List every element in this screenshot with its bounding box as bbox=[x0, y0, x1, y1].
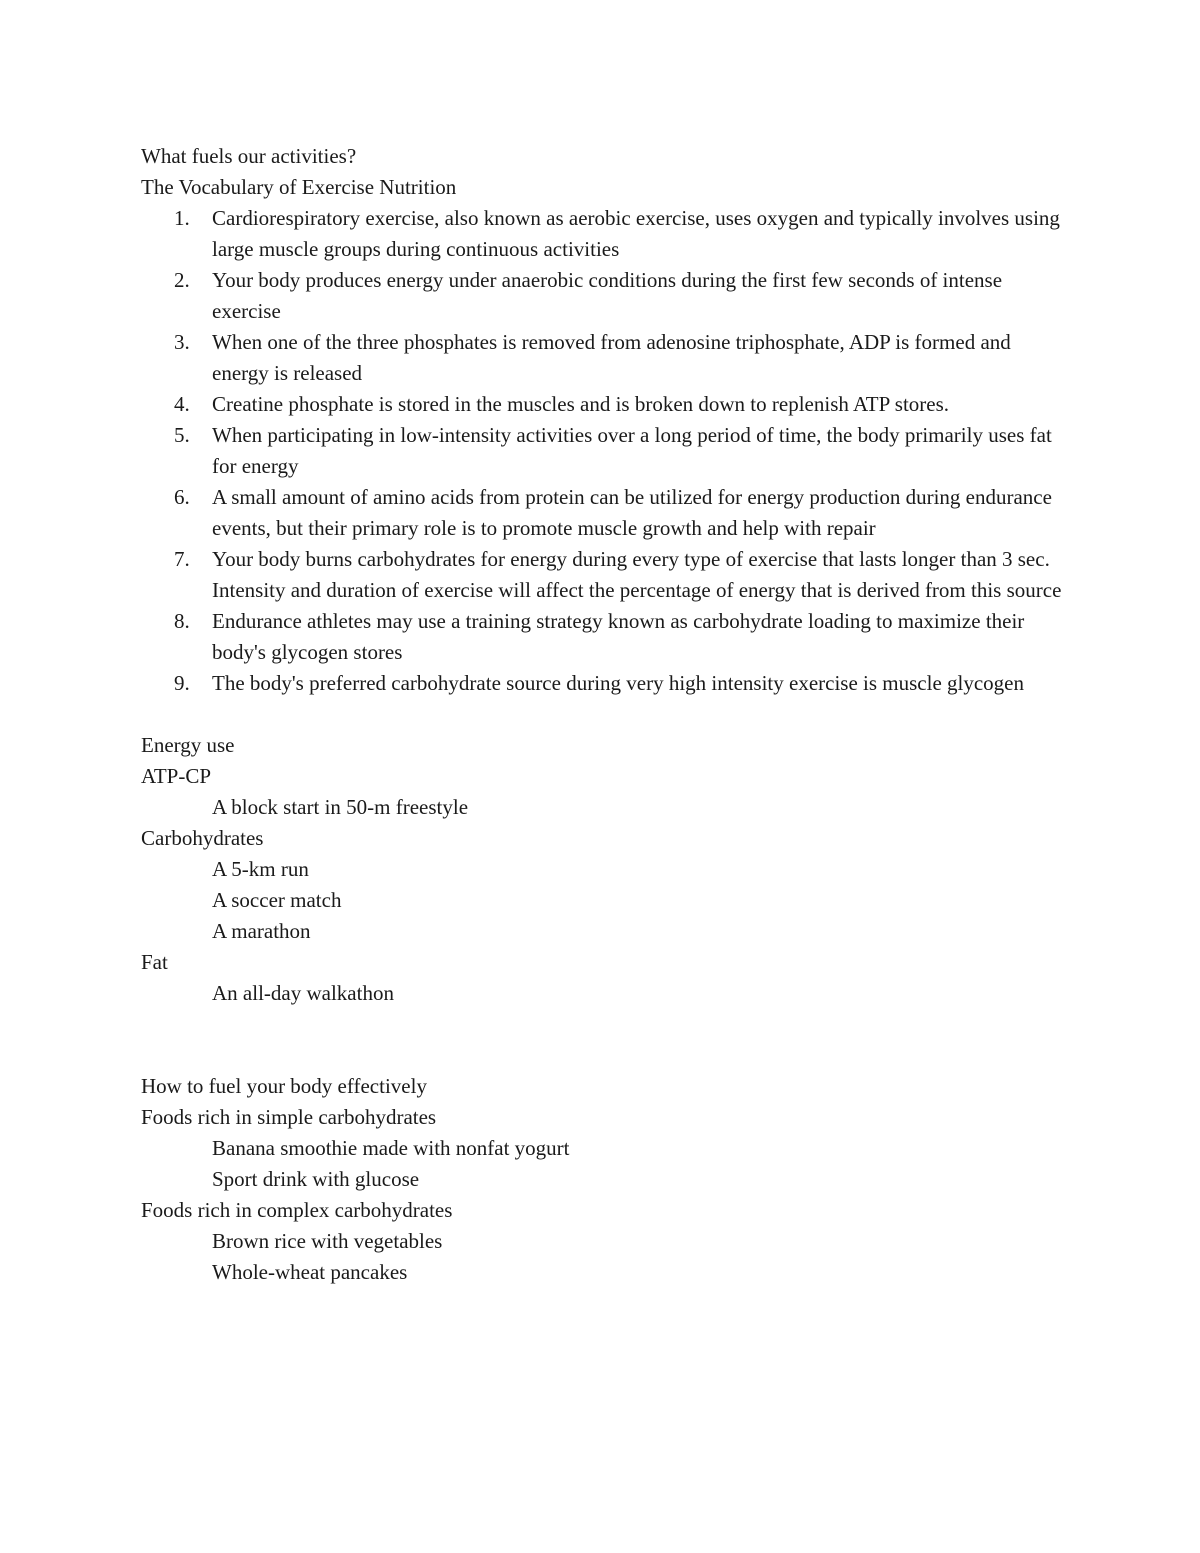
list-text: The body's preferred carbohydrate source during very high intensity exercise is muscle glycogen bbox=[212, 671, 1025, 695]
list-item bbox=[141, 482, 1071, 544]
blank-line bbox=[141, 699, 1071, 730]
blank-lines bbox=[141, 1009, 1071, 1071]
fuel-example: Sport drink with glucose bbox=[212, 1167, 420, 1191]
energy-example: A soccer match bbox=[212, 888, 342, 912]
list-item bbox=[141, 606, 1071, 668]
list-item bbox=[141, 203, 1071, 265]
energy-example: A block start in 50-m freestyle bbox=[212, 795, 469, 819]
fuel-example: Brown rice with vegetables bbox=[212, 1229, 443, 1253]
document-title: What fuels our activities? bbox=[141, 144, 357, 168]
list-number: 8. bbox=[174, 609, 190, 633]
document-page bbox=[141, 141, 1071, 1288]
list-text: When one of the three phosphates is removed from adenosine triphosphate, ADP is formed and energy is released bbox=[212, 330, 1011, 385]
list-number: 4. bbox=[174, 392, 190, 416]
fuel-example: Whole-wheat pancakes bbox=[212, 1260, 408, 1284]
list-number: 5. bbox=[174, 423, 190, 447]
list-item bbox=[141, 668, 1071, 699]
list-item bbox=[141, 389, 1071, 420]
energy-heading: Energy use bbox=[141, 733, 235, 757]
list-item bbox=[141, 327, 1071, 389]
energy-example: A marathon bbox=[212, 919, 311, 943]
fuel-group-label: Foods rich in complex carbohydrates bbox=[141, 1198, 453, 1222]
vocab-list bbox=[141, 203, 1071, 699]
list-text: Your body burns carbohydrates for energy during every type of exercise that lasts longer than 3 sec. Intensity and duration of exercise will affect the percentage of energy that is derived from this source bbox=[212, 547, 1062, 602]
energy-group-label: ATP-CP bbox=[141, 764, 212, 788]
list-number: 3. bbox=[174, 330, 190, 354]
energy-example: A 5-km run bbox=[212, 857, 309, 881]
list-number: 1. bbox=[174, 206, 190, 230]
list-text: When participating in low-intensity activities over a long period of time, the body primarily uses fat for energy bbox=[212, 423, 1052, 478]
list-item bbox=[141, 544, 1071, 606]
list-text: Endurance athletes may use a training strategy known as carbohydrate loading to maximize their body's glycogen stores bbox=[212, 609, 1025, 664]
list-number: 7. bbox=[174, 547, 190, 571]
list-number: 6. bbox=[174, 485, 190, 509]
energy-example: An all-day walkathon bbox=[212, 981, 394, 1005]
fuel-heading: How to fuel your body effectively bbox=[141, 1074, 427, 1098]
list-text: Cardiorespiratory exercise, also known as aerobic exercise, uses oxygen and typically involves using large muscle groups during continuous activities bbox=[212, 206, 1060, 261]
list-text: Your body produces energy under anaerobic conditions during the first few seconds of intense exercise bbox=[212, 268, 1003, 323]
list-number: 9. bbox=[174, 671, 190, 695]
energy-group-label: Fat bbox=[141, 950, 168, 974]
fuel-group-label: Foods rich in simple carbohydrates bbox=[141, 1105, 437, 1129]
list-number: 2. bbox=[174, 268, 190, 292]
fuel-example: Banana smoothie made with nonfat yogurt bbox=[212, 1136, 570, 1160]
list-text: Creatine phosphate is stored in the muscles and is broken down to replenish ATP stores. bbox=[212, 392, 950, 416]
list-item bbox=[141, 265, 1071, 327]
vocab-heading: The Vocabulary of Exercise Nutrition bbox=[141, 175, 457, 199]
energy-group-label: Carbohydrates bbox=[141, 826, 264, 850]
list-text: A small amount of amino acids from protein can be utilized for energy production during endurance events, but their primary role is to promote muscle growth and help with repair bbox=[212, 485, 1052, 540]
list-item bbox=[141, 420, 1071, 482]
